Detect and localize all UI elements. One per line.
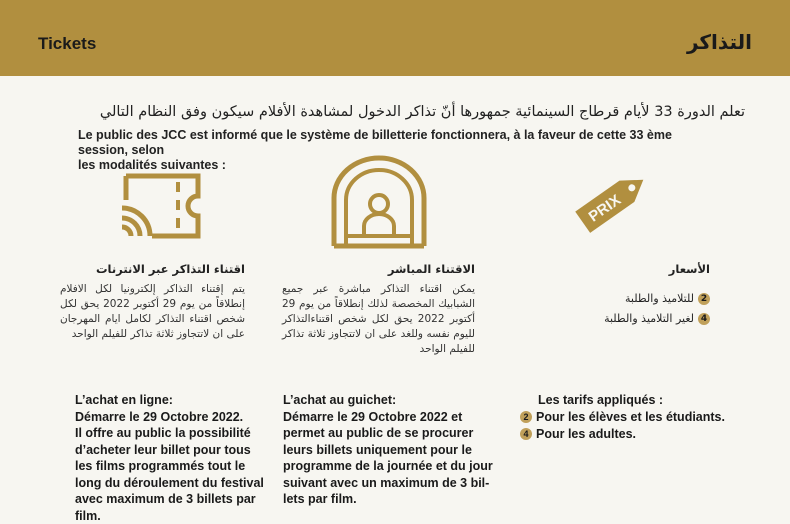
price-tag-text: PRIX — [586, 192, 624, 226]
online-line: Il offre au public la possibilité — [75, 425, 265, 442]
prices-title-ar: الأسعار — [560, 262, 710, 276]
intro-arabic: تعلم الدورة 33 لأيام قرطاج السينمائية جمهورها أنّ تذاكر الدخول لمشاهدة الأفلام سيكون وفق النظام التالي — [25, 104, 745, 120]
counter-line: lets par film. — [283, 491, 498, 508]
counter-title-fr: L’achat au guichet: — [283, 392, 498, 409]
online-line: Démarre le 29 Octobre 2022. — [75, 409, 265, 426]
online-ticket-icon — [112, 168, 222, 246]
price-row-fr-2 — [520, 427, 636, 441]
prices-title-fr-wrap — [538, 392, 758, 409]
price-row-ar-1 — [575, 292, 710, 305]
header-banner — [0, 0, 790, 76]
online-line: d’acheter leur billet pour tous — [75, 442, 265, 459]
price-label: لغير التلاميذ والطلبة — [604, 312, 694, 325]
counter-title-ar: الاقتناء المباشر — [300, 262, 475, 276]
counter-block-fr — [283, 392, 498, 508]
counter-line: programme de la journée et du jour — [283, 458, 498, 475]
price-row-ar-2 — [575, 312, 710, 325]
online-line: film. — [75, 508, 265, 524]
price-number: 4 — [698, 313, 710, 325]
counter-body-ar: يمكن اقتناء التذاكر مباشرة عبر جميع الشبابيك المخصصة لذلك إنطلاقاً من يوم 29 أكتوبر 2022 يحق لكل شخص اقتناءالتذاكر لليوم نفسه وللغد على ان لاتتجاوز ثلاثة تذاكر للفيلم الواحد — [282, 282, 475, 357]
price-row-fr-1 — [520, 410, 725, 424]
ticket-counter-icon — [328, 154, 430, 254]
counter-line: Démarre le 29 Octobre 2022 et — [283, 409, 498, 426]
counter-line: leurs billets uniquement pour le — [283, 442, 498, 459]
price-label: Pour les élèves et les étudiants. — [536, 410, 725, 424]
online-line: les films programmés tout le — [75, 458, 265, 475]
online-block-fr — [75, 392, 265, 524]
price-tag-icon — [568, 160, 658, 242]
intro-french-line1: Le public des JCC est informé que le système de billetterie fonctionnera, à la faveur de cette 33 ème session, selon — [78, 128, 672, 157]
intro-french-line2: les modalités suivantes : — [78, 158, 226, 172]
online-line: long du déroulement du festival — [75, 475, 265, 492]
title-ar: التذاكر — [687, 30, 752, 54]
title-en: Tickets — [38, 34, 96, 54]
online-title-ar: اقتناء التذاكر عبر الانترنات — [60, 262, 245, 276]
price-label: Pour les adultes. — [536, 427, 636, 441]
counter-line: suivant avec un maximum de 3 bil- — [283, 475, 498, 492]
price-number: 2 — [520, 411, 532, 423]
counter-line: permet au public de se procurer — [283, 425, 498, 442]
online-title-fr: L’achat en ligne: — [75, 392, 265, 409]
prices-title-fr: Les tarifs appliqués : — [538, 392, 758, 409]
online-body-ar: يتم إقتناء التذاكر إلكترونيا لكل الافلام إنطلاقاً من يوم 29 أكتوبر 2022 يحق لكل شخص اقتناء التذاكر لكامل ايام المهرجان على ان لاتتجاوز ثلاثة تذاكر للفيلم الواحد — [60, 282, 245, 342]
online-line: avec maximum de 3 billets par — [75, 491, 265, 508]
price-number: 2 — [698, 293, 710, 305]
price-label: للتلاميذ والطلبة — [625, 292, 694, 305]
price-number: 4 — [520, 428, 532, 440]
